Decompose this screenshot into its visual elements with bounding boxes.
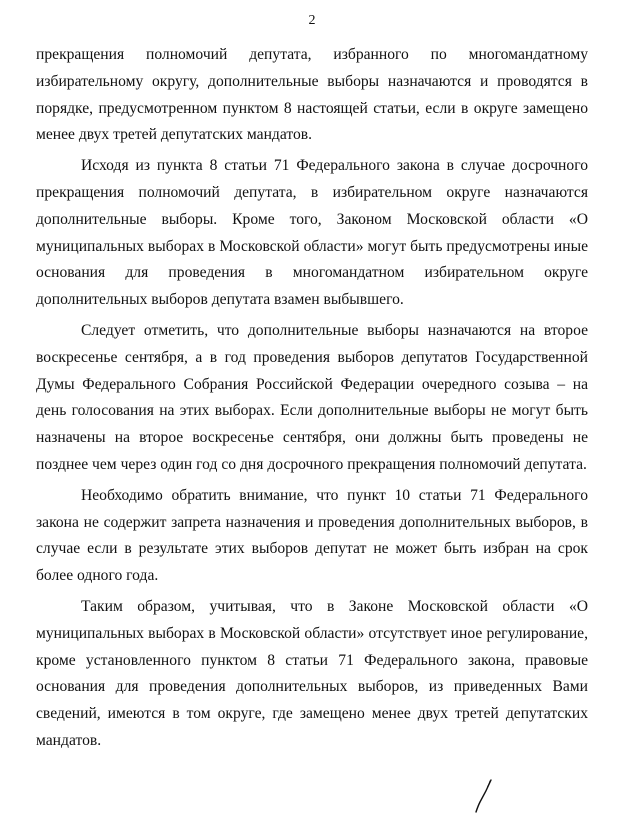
paragraph-conclusion: Таким образом, учитывая, что в Законе Московской области «О муниципальных выборах в Московской области» отсутствует иное регулирование, кроме установленного пунктом 8 статьи 71 Федерального закона, правовые основания для проведения дополнительных выборов, из приведенных Вами сведений, имеются в том округе, где замещено менее двух третей депутатских мандатов. (36, 597, 588, 749)
paragraph-point-10: Необходимо обратить внимание, что пункт 10 статьи 71 Федерального закона не содержит запрета назначения и проведения дополнительных выборов, в случае если в результате этих выборов депутат не может быть избран на срок более одного года. (36, 486, 588, 585)
page-number: 2 (308, 13, 316, 28)
paragraph-continuation: прекращения полномочий депутата, избранного по многомандатному избирательному округу, дополнительные выборы назначаются и проводятся в порядке, предусмотренном пунктом 8 настоящей статьи, если в округе замещено менее двух третей депутатских мандатов. (36, 46, 588, 144)
paragraph-article-71-point-8: Исходя из пункта 8 статьи 71 Федерального закона в случае досрочного прекращения полномочий депутата, в избирательном округе назначаются дополнительные выборы. Кроме того, Законом Московской области «О муниципальных выборах в Московской области» могут быть предусмотрены иные основания для проведения в многомандатном избирательном округе дополнительных выборов депутата взамен выбывшего. (36, 157, 588, 309)
paragraph-election-date: Следует отметить, что дополнительные выборы назначаются на второе воскресенье сентября, а в год проведения выборов депутатов Государственной Думы Федерального Собрания Российской Федерации очередного созыва – на день голосования на этих выборах. Если дополнительные выборы не могут быть назначены на второе воскресенье сентября, они должны быть проведены не позднее чем через один год со дня досрочного прекращения полномочий депутата. (36, 321, 588, 473)
document-body (36, 42, 588, 759)
signature-mark-icon (472, 778, 496, 814)
